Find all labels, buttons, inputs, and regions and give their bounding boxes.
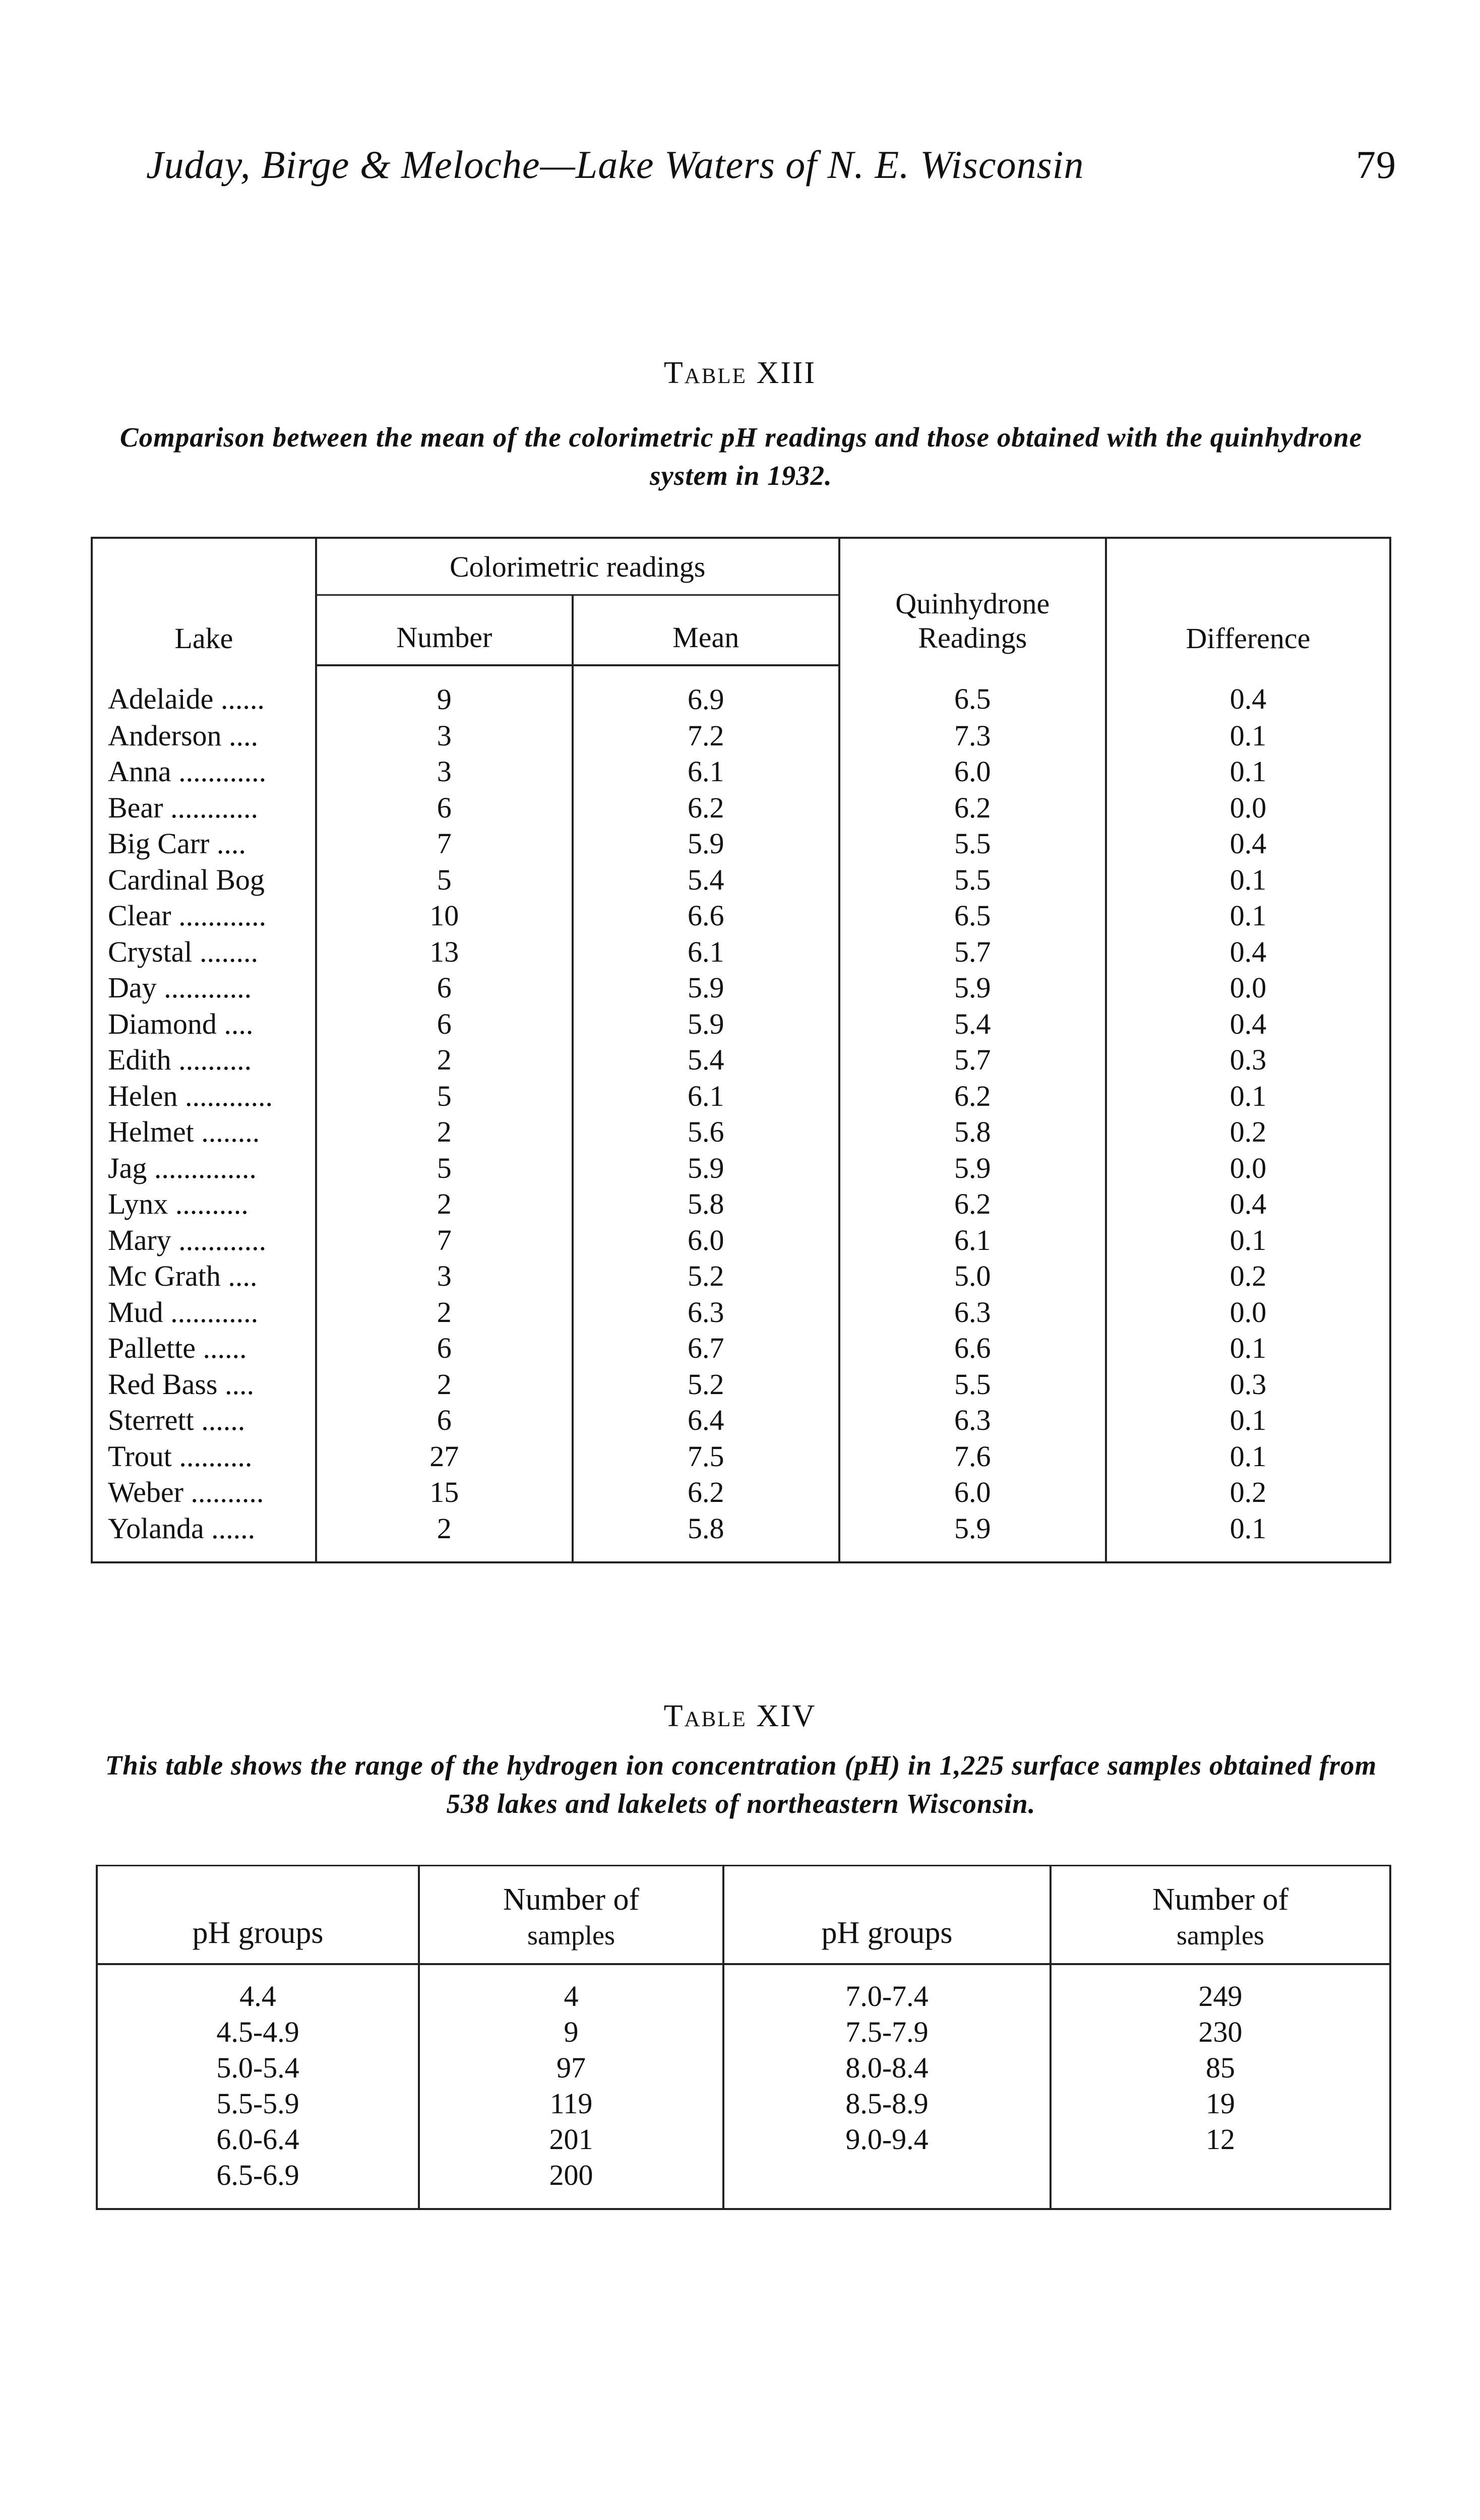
- ph-group-cell: 6.0-6.4: [216, 2123, 299, 2156]
- lake-cell: Crystal ........: [108, 935, 259, 968]
- quinhydrone-cell: 5.9: [839, 1510, 1106, 1563]
- difference-cell: 0.1: [1106, 1402, 1390, 1438]
- number-cell: 2: [316, 1186, 573, 1222]
- mean-cell: 5.4: [573, 862, 839, 898]
- table-13-body: [92, 665, 1390, 1562]
- number-cell: 5: [316, 1150, 573, 1186]
- table-row: [92, 1114, 1390, 1150]
- number-cell: 6: [316, 1402, 573, 1438]
- quinhydrone-cell: 6.2: [839, 790, 1106, 826]
- number-cell: 2: [316, 1510, 573, 1563]
- mean-cell: 6.9: [573, 665, 839, 718]
- table-row: [92, 826, 1390, 862]
- number-cell: 10: [316, 898, 573, 934]
- ph-groups-header-1: pH groups: [97, 1866, 419, 1965]
- sample-count-cell: 4: [419, 1964, 723, 2014]
- quinhydrone-header: Quinhydrone Readings: [839, 538, 1106, 665]
- sample-count-cell: 9: [419, 2014, 723, 2050]
- table-row: [92, 1042, 1390, 1078]
- lake-cell: Anderson ....: [108, 719, 259, 752]
- quinhydrone-cell: 6.3: [839, 1402, 1106, 1438]
- lake-cell: Trout ..........: [108, 1439, 253, 1473]
- mean-cell: 5.2: [573, 1258, 839, 1294]
- number-cell: 2: [316, 1114, 573, 1150]
- sample-count-cell: [1051, 2157, 1390, 2209]
- lake-cell: Mary ............: [108, 1223, 267, 1256]
- lake-cell: Big Carr ....: [108, 827, 246, 860]
- difference-cell: 0.1: [1106, 1222, 1390, 1258]
- number-cell: 2: [316, 1042, 573, 1078]
- difference-cell: 0.3: [1106, 1042, 1390, 1078]
- number-cell: 9: [316, 665, 573, 718]
- mean-cell: 5.8: [573, 1510, 839, 1563]
- running-head: [146, 142, 1396, 187]
- ph-group-cell: 5.0-5.4: [216, 2051, 299, 2084]
- mean-cell: 6.3: [573, 1294, 839, 1331]
- table-row: [92, 1402, 1390, 1438]
- table-row: [92, 753, 1390, 790]
- table-row: [92, 1222, 1390, 1258]
- table-14-title: [0, 1698, 1480, 1734]
- sample-count-cell: 12: [1051, 2121, 1390, 2157]
- lake-header: Lake: [174, 622, 233, 655]
- sample-count-cell: 249: [1051, 1964, 1390, 2014]
- quinhydrone-cell: 6.5: [839, 665, 1106, 718]
- number-cell: 2: [316, 1366, 573, 1403]
- quinhydrone-cell: 5.8: [839, 1114, 1106, 1150]
- table-row: [92, 1366, 1390, 1403]
- mean-cell: 5.2: [573, 1366, 839, 1403]
- lake-cell: Weber ..........: [108, 1476, 264, 1508]
- sample-count-cell: 119: [419, 2086, 723, 2121]
- table-14-title-text: Table XIV: [663, 1699, 817, 1733]
- number-of-samples-header-2: Number of samples: [1051, 1866, 1390, 1965]
- quinhydrone-cell: 5.4: [839, 1006, 1106, 1042]
- lake-cell: Red Bass ....: [108, 1367, 254, 1401]
- mean-cell: 6.0: [573, 1222, 839, 1258]
- difference-cell: 0.1: [1106, 1330, 1390, 1366]
- quinhydrone-cell: 5.5: [839, 1366, 1106, 1403]
- quinhydrone-cell: 5.7: [839, 934, 1106, 970]
- quinhydrone-cell: 5.9: [839, 1150, 1106, 1186]
- mean-cell: 6.6: [573, 898, 839, 934]
- ph-group-cell: 6.5-6.9: [216, 2159, 299, 2191]
- table-13-title: [0, 355, 1480, 391]
- quinhydrone-cell: 7.3: [839, 718, 1106, 754]
- quinhydrone-cell: 6.2: [839, 1186, 1106, 1222]
- quinhydrone-cell: 6.5: [839, 898, 1106, 934]
- lake-cell: Mud ............: [108, 1295, 259, 1329]
- table-row: [92, 790, 1390, 826]
- table-row: [97, 2050, 1390, 2086]
- number-header: Number: [316, 595, 573, 666]
- ph-group-cell: 9.0-9.4: [723, 2121, 1051, 2157]
- mean-cell: 5.4: [573, 1042, 839, 1078]
- mean-cell: 5.8: [573, 1186, 839, 1222]
- mean-cell: 6.2: [573, 790, 839, 826]
- number-cell: 6: [316, 790, 573, 826]
- difference-cell: 0.1: [1106, 1510, 1390, 1563]
- quinhydrone-cell: 6.0: [839, 1474, 1106, 1510]
- difference-cell: 0.4: [1106, 1186, 1390, 1222]
- lake-cell: Helmet ........: [108, 1115, 260, 1148]
- table-row: [92, 934, 1390, 970]
- lake-cell: Yolanda ......: [108, 1511, 256, 1545]
- lake-cell: Edith ..........: [108, 1043, 252, 1076]
- quinhydrone-cell: 7.6: [839, 1438, 1106, 1475]
- colorimetric-header: Colorimetric readings: [316, 538, 839, 595]
- sample-count-cell: 200: [419, 2157, 723, 2209]
- table-13: [91, 537, 1391, 1563]
- table-row: [92, 1078, 1390, 1114]
- number-of-samples-header-1: Number of samples: [419, 1866, 723, 1965]
- number-cell: 5: [316, 862, 573, 898]
- ph-group-cell: 7.0-7.4: [723, 1964, 1051, 2014]
- quinhydrone-cell: 5.9: [839, 970, 1106, 1006]
- ph-group-cell: [723, 2157, 1051, 2209]
- difference-cell: 0.1: [1106, 862, 1390, 898]
- table-row: [92, 898, 1390, 934]
- table-14-body: [97, 1964, 1390, 2209]
- table-row: [92, 1438, 1390, 1475]
- mean-cell: 7.5: [573, 1438, 839, 1475]
- lake-cell: Anna ............: [108, 755, 267, 788]
- table-row: [92, 1510, 1390, 1563]
- number-cell: 27: [316, 1438, 573, 1475]
- difference-cell: 0.1: [1106, 1078, 1390, 1114]
- number-cell: 13: [316, 934, 573, 970]
- difference-cell: 0.1: [1106, 753, 1390, 790]
- lake-cell: Clear ............: [108, 899, 267, 932]
- sample-count-cell: 201: [419, 2121, 723, 2157]
- quinhydrone-cell: 6.3: [839, 1294, 1106, 1331]
- table-14-caption: This table shows the range of the hydrogen ion concentration (pH) in 1,225 surface samples obtained from 538 lakes and lakelets of northeastern Wisconsin.: [105, 1750, 1377, 1819]
- mean-cell: 6.1: [573, 1078, 839, 1114]
- number-cell: 15: [316, 1474, 573, 1510]
- number-cell: 3: [316, 718, 573, 754]
- sample-count-cell: 97: [419, 2050, 723, 2086]
- table-row: [92, 1006, 1390, 1042]
- sample-count-cell: 230: [1051, 2014, 1390, 2050]
- table-row: [97, 2014, 1390, 2050]
- mean-cell: 7.2: [573, 718, 839, 754]
- mean-cell: 6.2: [573, 1474, 839, 1510]
- table-row: [92, 665, 1390, 718]
- ph-group-cell: 8.5-8.9: [723, 2086, 1051, 2121]
- table-row: [92, 1294, 1390, 1331]
- mean-cell: 6.7: [573, 1330, 839, 1366]
- difference-cell: 0.3: [1106, 1366, 1390, 1403]
- quinhydrone-cell: 5.5: [839, 826, 1106, 862]
- lake-cell: Bear ............: [108, 791, 258, 824]
- ph-group-cell: 8.0-8.4: [723, 2050, 1051, 2086]
- difference-cell: 0.2: [1106, 1114, 1390, 1150]
- lake-cell: Adelaide ......: [108, 682, 265, 715]
- number-cell: 3: [316, 1258, 573, 1294]
- ph-groups-header-2: pH groups: [723, 1866, 1051, 1965]
- table-13-title-text: Table XIII: [663, 356, 817, 390]
- sample-count-cell: 85: [1051, 2050, 1390, 2086]
- table-row: [97, 1964, 1390, 2014]
- ph-group-cell: 4.5-4.9: [216, 2015, 299, 2048]
- table-row: [97, 2086, 1390, 2121]
- lake-cell: Helen ............: [108, 1079, 273, 1112]
- sample-count-cell: 19: [1051, 2086, 1390, 2121]
- difference-cell: 0.0: [1106, 970, 1390, 1006]
- difference-cell: 0.1: [1106, 1438, 1390, 1475]
- lake-cell: Mc Grath ....: [108, 1259, 258, 1292]
- table-row: [92, 1150, 1390, 1186]
- mean-cell: 5.9: [573, 1006, 839, 1042]
- ph-group-cell: 4.4: [239, 1980, 276, 2012]
- mean-cell: 6.4: [573, 1402, 839, 1438]
- number-cell: 7: [316, 826, 573, 862]
- table-row: [92, 718, 1390, 754]
- mean-cell: 6.1: [573, 934, 839, 970]
- number-cell: 6: [316, 1330, 573, 1366]
- difference-header: Difference: [1106, 538, 1390, 665]
- quinhydrone-cell: 6.2: [839, 1078, 1106, 1114]
- table-row: [97, 2157, 1390, 2209]
- difference-cell: 0.1: [1106, 898, 1390, 934]
- difference-cell: 0.0: [1106, 1150, 1390, 1186]
- number-cell: 5: [316, 1078, 573, 1114]
- mean-header: Mean: [573, 595, 839, 666]
- page-number: 79: [1356, 143, 1396, 186]
- difference-cell: 0.2: [1106, 1474, 1390, 1510]
- table-row: [92, 970, 1390, 1006]
- difference-cell: 0.0: [1106, 1294, 1390, 1331]
- lake-cell: Lynx ..........: [108, 1187, 249, 1220]
- quinhydrone-cell: 5.5: [839, 862, 1106, 898]
- mean-cell: 5.9: [573, 1150, 839, 1186]
- number-cell: 6: [316, 970, 573, 1006]
- quinhydrone-cell: 6.1: [839, 1222, 1106, 1258]
- mean-cell: 5.9: [573, 826, 839, 862]
- table-13-caption: Comparison between the mean of the colorimetric pH readings and those obtained with the quinhydrone system in 1932.: [119, 422, 1363, 491]
- lake-cell: Day ............: [108, 971, 252, 1004]
- running-head-title: Juday, Birge & Meloche—Lake Waters of N. E. Wisconsin: [146, 143, 1084, 186]
- quinhydrone-cell: 6.6: [839, 1330, 1106, 1366]
- quinhydrone-cell: 5.7: [839, 1042, 1106, 1078]
- mean-cell: 6.1: [573, 753, 839, 790]
- table-row: [97, 2121, 1390, 2157]
- lake-cell: Pallette ......: [108, 1332, 247, 1364]
- lake-cell: Diamond ....: [108, 1007, 254, 1040]
- difference-cell: 0.4: [1106, 826, 1390, 862]
- difference-cell: 0.0: [1106, 790, 1390, 826]
- table-row: [92, 1474, 1390, 1510]
- number-cell: 2: [316, 1294, 573, 1331]
- lake-cell: Jag ..............: [108, 1151, 257, 1184]
- mean-cell: 5.6: [573, 1114, 839, 1150]
- ph-group-cell: 5.5-5.9: [216, 2087, 299, 2120]
- difference-cell: 0.4: [1106, 1006, 1390, 1042]
- ph-group-cell: 7.5-7.9: [723, 2014, 1051, 2050]
- table-row: [92, 1186, 1390, 1222]
- mean-cell: 5.9: [573, 970, 839, 1006]
- table-row: [92, 1330, 1390, 1366]
- number-cell: 6: [316, 1006, 573, 1042]
- table-14: [96, 1865, 1391, 2210]
- quinhydrone-cell: 6.0: [839, 753, 1106, 790]
- table-row: [92, 862, 1390, 898]
- difference-cell: 0.4: [1106, 665, 1390, 718]
- difference-cell: 0.1: [1106, 718, 1390, 754]
- number-cell: 7: [316, 1222, 573, 1258]
- lake-cell: Cardinal Bog: [108, 863, 265, 896]
- difference-cell: 0.2: [1106, 1258, 1390, 1294]
- number-cell: 3: [316, 753, 573, 790]
- lake-cell: Sterrett ......: [108, 1404, 245, 1436]
- quinhydrone-cell: 5.0: [839, 1258, 1106, 1294]
- difference-cell: 0.4: [1106, 934, 1390, 970]
- table-row: [92, 1258, 1390, 1294]
